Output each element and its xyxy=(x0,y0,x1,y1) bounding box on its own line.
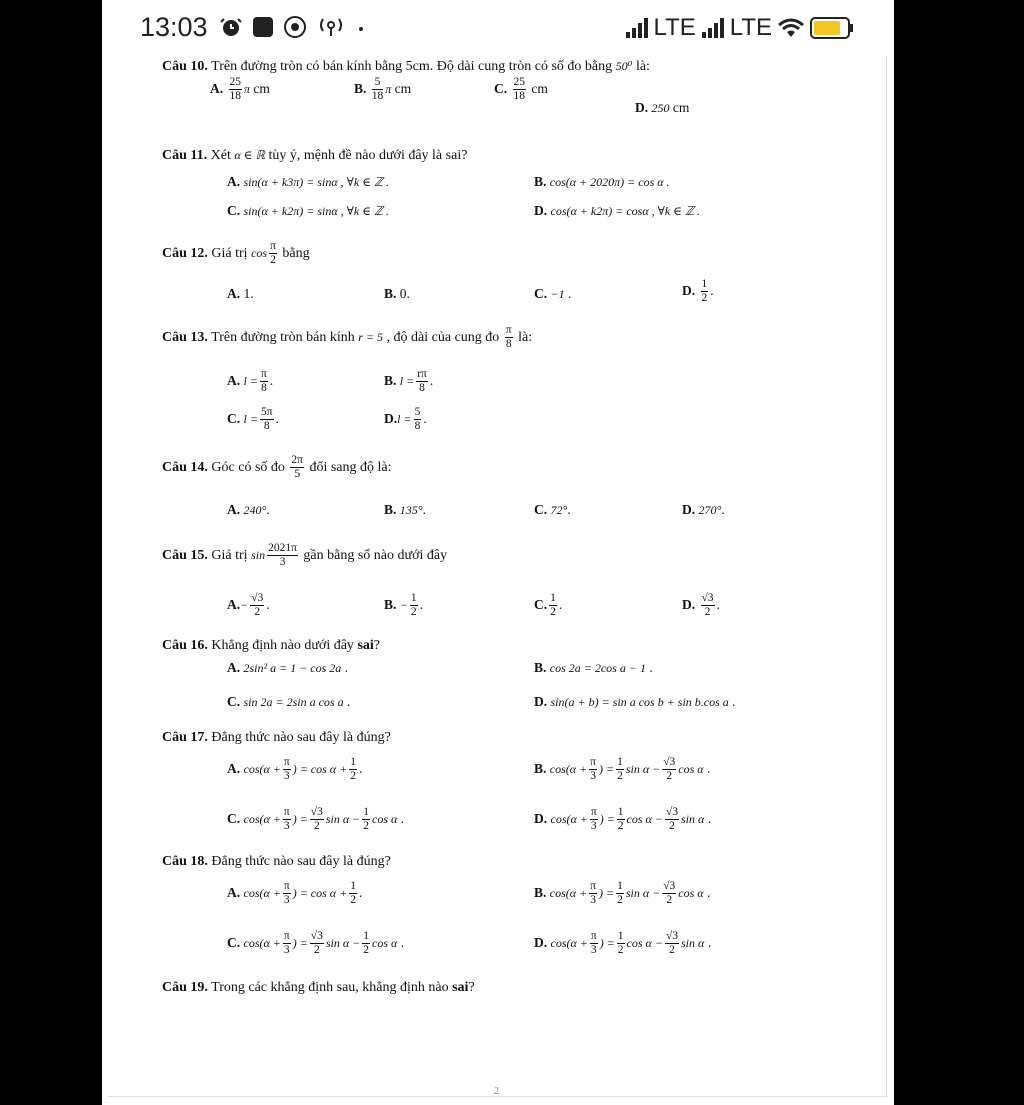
q12-option-c: C. −1 . xyxy=(534,286,572,301)
q10-option-b: B. $\frac{5}{18}$ π cm xyxy=(354,76,412,103)
signal-icon-2 xyxy=(702,18,724,38)
q16-option-d: D. sin(a + b) = sin a cos b + sin b.cos a . xyxy=(534,694,736,709)
q11-option-c: C. sin(α + k2π) = sinα , ∀k ∈ ℤ . xyxy=(227,203,390,218)
wifi-icon xyxy=(778,18,804,38)
q13-option-b: B. l = $\frac{r\pi}{8}$ . xyxy=(384,368,434,395)
q17-option-c: C. cos(α + $\frac{\pi}{3}$ ) = $\frac{√3}{2}$ sin α − $\frac{1}{2}$ cos α . xyxy=(227,806,405,833)
question-19: Câu 19. Trong các khẳng định sau, khẳng định nào sai? xyxy=(162,980,475,995)
q16-option-a: A. 2sin² a = 1 − cos 2a . xyxy=(227,660,349,675)
q18-option-b: B. cos(α + $\frac{\pi}{3}$ ) = $\frac{1}{2}$ sin α − $\frac{√3}{2}$ cos α . xyxy=(534,880,711,907)
q17-option-b: B. cos(α + $\frac{\pi}{3}$ ) = $\frac{1}{2}$ sin α − $\frac{√3}{2}$ cos α . xyxy=(534,756,711,783)
q11-option-b: B. cos(α + 2020π) = cos α . xyxy=(534,174,670,189)
page-number: 2 xyxy=(494,1086,499,1097)
question-10: Câu 10. Trên đường tròn có bán kính bằng 5cm. Độ dài cung tròn có số đo bằng 50⁰ là: xyxy=(162,59,650,74)
q15-option-b: B. − $\frac{1}{2}$ . xyxy=(384,592,423,619)
q12-option-b: B. 0. xyxy=(384,286,410,301)
question-14: Câu 14. Góc có số đo $\frac{2\pi}{5}$ đổi sang độ là: xyxy=(162,454,392,481)
status-bar xyxy=(102,0,894,56)
q15-option-c: C. $\frac{1}{2}$ . xyxy=(534,592,563,619)
signal-icon xyxy=(626,18,648,38)
question-11: Câu 11. Xét α ∈ ℝ tùy ý, mệnh đề nào dưới đây là sai? xyxy=(162,148,468,163)
podcast-icon xyxy=(316,16,346,38)
q12-option-a: A. 1. xyxy=(227,286,254,301)
app-icon xyxy=(252,16,274,38)
q11-option-d: D. cos(α + k2π) = cosα , ∀k ∈ ℤ . xyxy=(534,203,701,218)
question-16: Câu 16. Khẳng định nào dưới đây sai? xyxy=(162,638,380,653)
q15-option-d: D. $\frac{√3}{2}$ . xyxy=(682,592,720,619)
settings-icon xyxy=(284,16,306,38)
alarm-icon xyxy=(220,16,242,38)
q14-option-a: A. 240°. xyxy=(227,502,270,517)
question-15: Câu 15. Giá trị sin $\frac{2021\pi}{3}$ gần bằng số nào dưới đây xyxy=(162,542,448,569)
q10-option-c: C. $\frac{25}{18}$ cm xyxy=(494,76,548,103)
q18-option-d: D. cos(α + $\frac{\pi}{3}$ ) = $\frac{1}{2}$ cos α − $\frac{√3}{2}$ sin α . xyxy=(534,930,712,957)
q11-option-a: A. sin(α + k3π) = sinα , ∀k ∈ ℤ . xyxy=(227,174,390,189)
phone-screen xyxy=(102,0,894,1105)
q18-option-a: A. cos(α + $\frac{\pi}{3}$ ) = cos α + $\frac{1}{2}$ . xyxy=(227,880,363,907)
question-18: Câu 18. Đẳng thức nào sau đây là đúng? xyxy=(162,854,391,869)
notification-icons xyxy=(220,16,366,38)
question-12: Câu 12. Giá trị cos $\frac{\pi}{2}$ bằng xyxy=(162,240,310,267)
status-right xyxy=(626,14,854,42)
document-page[interactable] xyxy=(102,56,894,1096)
q10-option-d: D. 250 cm xyxy=(635,100,690,115)
q13-option-c: C. l = $\frac{5\pi}{8}$ . xyxy=(227,406,279,433)
status-time: 13:03 xyxy=(140,12,208,42)
battery-icon xyxy=(810,17,854,39)
q14-option-c: C. 72°. xyxy=(534,502,571,517)
q13-option-d: D.l = $\frac{5}{8}$ . xyxy=(384,406,427,433)
dot-icon xyxy=(356,16,366,38)
question-17: Câu 17. Đẳng thức nào sau đây là đúng? xyxy=(162,730,391,745)
q16-option-c: C. sin 2a = 2sin a cos a . xyxy=(227,694,351,709)
q14-option-d: D. 270°. xyxy=(682,502,725,517)
network-label-2: LTE xyxy=(729,14,772,41)
q15-option-a: A.− $\frac{√3}{2}$ . xyxy=(227,592,270,619)
q17-option-d: D. cos(α + $\frac{\pi}{3}$ ) = $\frac{1}{2}$ cos α − $\frac{√3}{2}$ sin α . xyxy=(534,806,712,833)
q16-option-b: B. cos 2a = 2cos a − 1 . xyxy=(534,660,653,675)
q17-option-a: A. cos(α + $\frac{\pi}{3}$ ) = cos α + $\frac{1}{2}$ . xyxy=(227,756,363,783)
q12-option-d: D. $\frac{1}{2}$ . xyxy=(682,278,714,305)
q18-option-c: C. cos(α + $\frac{\pi}{3}$ ) = $\frac{√3}{2}$ sin α − $\frac{1}{2}$ cos α . xyxy=(227,930,405,957)
q13-option-a: A. l = $\frac{\pi}{8}$ . xyxy=(227,368,274,395)
question-13: Câu 13. Trên đường tròn bán kính r = 5 , độ dài của cung đo $\frac{\pi}{8}$ là: xyxy=(162,324,533,351)
network-label-1: LTE xyxy=(653,14,696,41)
q14-option-b: B. 135°. xyxy=(384,502,426,517)
q10-option-a: A. $\frac{25}{18}$ π cm xyxy=(210,76,270,103)
